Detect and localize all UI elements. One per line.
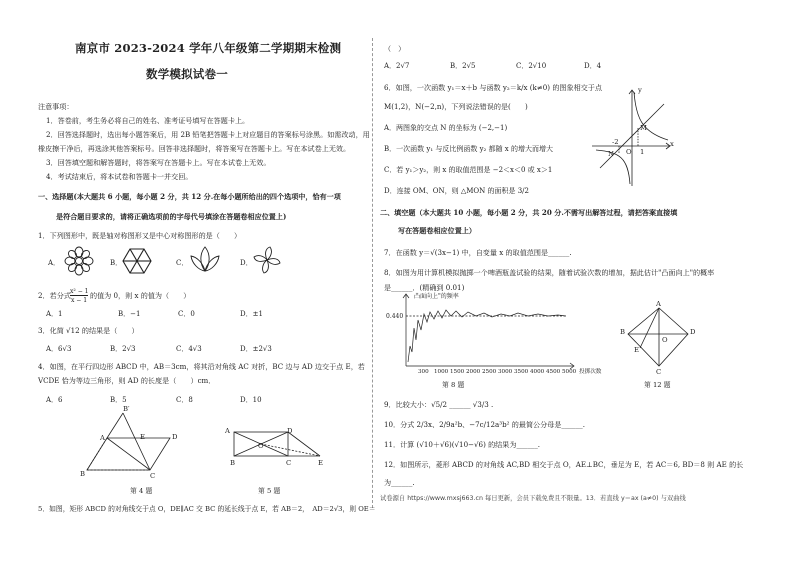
q4-label-d: D (172, 433, 178, 441)
q11-stem: 11．计算 (√10＋√6)(√10−√6) 的结果为______. (384, 440, 540, 449)
q8-x-tick: 1500 (450, 369, 465, 375)
q8-chart-y-title: 凸面向上"的频率 (414, 293, 459, 300)
q1-option-a: A． (48, 259, 61, 267)
q5-label-a: A (225, 427, 230, 435)
lotus-icon (190, 245, 220, 275)
q6-option-c: C．若 y₁＞y₂，则 x 的取值范围是 −2＜x＜0 或 x＞1 (384, 166, 553, 174)
q3-stem: 3．化简 √12 的结果是（ ） (38, 326, 139, 335)
q2-option-c: C．0 (178, 310, 195, 318)
q12-label-b: B (620, 328, 625, 336)
q12-stem-a: 12．如图所示，菱形 ABCD 的对角线 AC,BD 相交于点 O，AE⊥BC，垂足为 E，若 AC＝6, BD＝8 则 AE 的长 (384, 460, 744, 469)
q8-x-tick: 2500 (482, 369, 497, 375)
q6-label-m: M (640, 124, 647, 132)
column-divider (372, 38, 373, 508)
q4-figure (80, 408, 180, 484)
q6-stem-a: 6．如图，一次函数 y₁＝x＋b 与函数 y₂＝k/x (k≠0) 的图象相交于点 (384, 83, 602, 92)
q4-label-bprime: B′ (123, 405, 130, 413)
q8-x-tick: 4000 (530, 369, 545, 375)
q3-option-a: A．6√3 (46, 345, 72, 353)
q6-label-neg2: -2 (612, 138, 619, 146)
q4-stem-b: VCDE 恰为等边三角形，则 AD 的长度是（ ）cm． (38, 376, 216, 385)
section2-heading-cont: 写在答题卷相应位置上） (398, 226, 477, 235)
q3-option-d: D．±2√3 (240, 345, 272, 353)
q4-label-a: A (100, 434, 105, 442)
note-item: 橡皮擦干净后，再选涂其他答案标号。回答非选择题时，将答案写在答题卡上。写在本试卷上无效。 (38, 144, 351, 153)
q2-frac-numerator: x² − 1 (70, 288, 89, 295)
q5-label-d: D (287, 427, 293, 435)
q6-label-x: x (670, 140, 674, 148)
q12-label-o: O (662, 336, 668, 344)
pinwheel-icon (252, 245, 282, 275)
q4-option-a: A．6 (46, 396, 63, 404)
q1-stem: 1．下列图形中，既是轴对称图形又是中心对称图形的是（ ） (38, 231, 242, 240)
q2-option-d: D．±1 (240, 310, 263, 318)
q5-label-c: C (286, 459, 292, 467)
q8-x-tick: 300 (418, 369, 429, 375)
note-item: 3．回答填空题和解答题时，将答案写在答题卡上。写在本试卷上无效。 (46, 158, 271, 167)
q2-stem-b: 的值为 0，则 x 的值为（ ） (90, 291, 191, 300)
note-item: 4．考试结束后，将本试卷和答题卡一并交回。 (46, 172, 193, 181)
q3-option-b: B．2√3 (110, 345, 136, 353)
q6-option-b: B．一次函数 y₁ 与反比例函数 y₂ 都随 x 的增大而增大 (384, 145, 553, 153)
q6-label-y: y (638, 86, 642, 94)
q2-option-a: A．1 (46, 310, 63, 318)
q5-option-c: C．2√10 (516, 62, 547, 70)
q5-label-o: O (258, 442, 264, 450)
q5-label-b: B (230, 459, 235, 467)
q10-stem: 10．分式 2/3x、2/9a²b、−7c/12a³b² 的最简公分母是______. (384, 420, 585, 429)
q5-option-d: D．4 (584, 62, 602, 70)
q4-option-b: B．5 (110, 396, 127, 404)
q5-option-a: A．2√7 (384, 62, 410, 70)
q6-option-a: A．两图象的交点 N 的坐标为 (−2,−1) (384, 124, 508, 132)
hexagon-knot-icon (122, 247, 152, 275)
q8-x-label: 投掷次数 (579, 369, 602, 375)
footer-source: 试卷源自 https://www.mxsj663.cn 每日更新，会员下载免费且不限量。13．若直线 y＝ax (a≠0) 与双曲线 (380, 495, 686, 502)
q12-label-e: E (634, 346, 639, 354)
q5-answer-blank: （ ） (384, 44, 406, 53)
q8-x-tick: 3000 (498, 369, 513, 375)
flower-icon (64, 246, 94, 276)
q5-option-b: B．2√5 (450, 62, 476, 70)
q8-caption: 第 8 题 (442, 381, 465, 389)
exam-subtitle: 数学模拟试卷一 (146, 67, 228, 81)
q1-option-c: C． (176, 259, 189, 267)
q8-x-tick: 4500 (546, 369, 561, 375)
q8-x-tick: 1000 (434, 369, 449, 375)
q6-graph (592, 88, 672, 188)
q4-label-c: C (150, 472, 156, 480)
q8-stem-a: 8．如图为用计算机模拟抛掷一个啤酒瓶盖试验的结果，随着试验次数的增加，据此估计"凸面向上"的概率 (384, 268, 715, 277)
q6-stem-b: M(1,2)，N(−2,n)，下列说法错误的是( ) (384, 102, 528, 111)
section2-heading: 二、填空题（本大题共 10 小题，每小题 2 分，共 20 分.不需写出解答过程，请把答案直接填 (380, 208, 678, 217)
q3-option-c: C．4√3 (176, 345, 202, 353)
q4-caption: 第 4 题 (130, 487, 153, 495)
q8-x-tick: 2000 (466, 369, 481, 375)
section1-heading: 一、选择题(本大题共 6 小题，每小题 2 分，共 12 分.在每小题所给出的四个选项中，恰有一项 (38, 192, 341, 201)
section1-heading-cont: 是符合题目要求的，请将正确选项前的字母代号填涂在答题卷相应位置上) (56, 212, 287, 221)
q5-label-e: E (318, 459, 323, 467)
exam-title: 南京市 2023-2024 学年八年级第二学期期末检测 (75, 41, 342, 55)
q1-option-d: D． (240, 259, 253, 267)
note-item: 1．答卷前，考生务必将自己的姓名、准考证号填写在答题卡上。 (46, 116, 250, 125)
q12-figure (624, 304, 694, 376)
q4-option-d: D．10 (240, 396, 262, 404)
q8-x-tick: 5000 (562, 369, 577, 375)
q8-stem-b: 是______．(精确到 0.01) (384, 283, 465, 292)
note-item: 2．回答选择题时，选出每小题答案后，用 2B 铅笔把答题卡上对应题目的答案标号涂黑。如需改动，用 (46, 130, 370, 139)
q9-stem: 9．比较大小：√5/2 ______ √3/3 . (384, 400, 494, 409)
q8-frequency-chart (406, 292, 576, 374)
notes-heading: 注意事项： (38, 102, 74, 111)
q2-option-b: B．−1 (118, 310, 141, 318)
q6-option-d: D．连接 OM、ON，则 △MON 的面积是 3/2 (384, 187, 529, 195)
q4-stem-a: 4．如图，在平行四边形 ABCD 中，AB＝3cm，将其沿对角线 AC 对折，BC 边与 AD 边交于点 E，若 (38, 362, 365, 371)
q12-caption: 第 12 题 (644, 381, 671, 389)
q4-label-b: B (80, 470, 85, 478)
q12-label-c: C (656, 368, 662, 376)
q12-label-d: D (690, 328, 696, 336)
q8-chart-y-value: 0.440 (386, 313, 404, 320)
q6-label-o: O (626, 148, 632, 156)
q2-stem-a: 2．若分式 (38, 291, 71, 300)
q2-frac-denominator: x − 1 (71, 297, 88, 304)
q1-option-b: B． (110, 259, 123, 267)
q6-label-n: N (608, 150, 614, 158)
q12-stem-b: 为______. (384, 478, 415, 487)
q6-label-one: 1 (640, 148, 645, 156)
q5-stem: 5．如图，矩形 ABCD 的对角线交于点 O，DE∥AC 交 BC 的延长线于点 E，若 AB＝2， AD＝2√3，则 OE＝ (38, 505, 376, 513)
q8-x-tick: 3500 (514, 369, 529, 375)
q12-label-a: A (656, 300, 661, 308)
q5-figure (230, 428, 330, 468)
q5-caption: 第 5 题 (258, 487, 281, 495)
q4-label-e: E (140, 433, 145, 441)
q7-stem: 7．在函数 y＝√(3x−1) 中，自变量 x 的取值范围是______. (384, 248, 572, 257)
q4-option-c: C．8 (176, 396, 193, 404)
